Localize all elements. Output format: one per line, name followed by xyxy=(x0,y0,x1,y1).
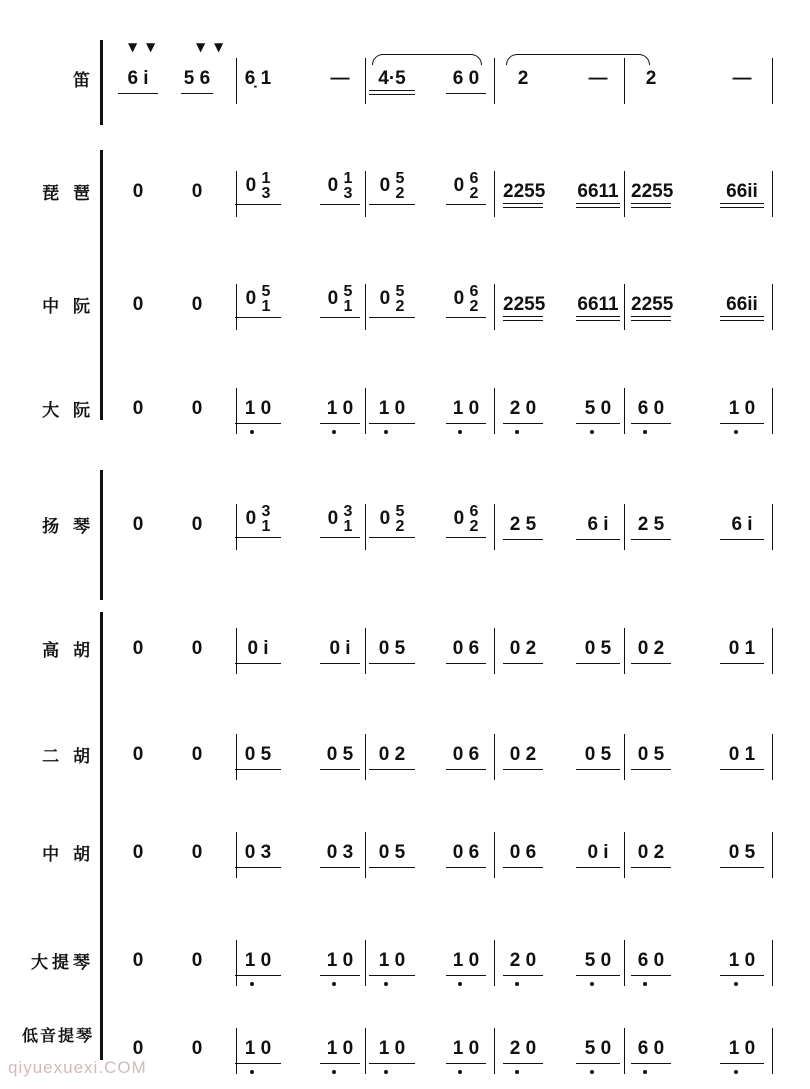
rest-digit: 0 xyxy=(245,288,262,310)
note-group: 0 5 xyxy=(576,744,620,766)
chord-lower: 1 xyxy=(343,298,353,315)
rest-digit: 0 xyxy=(327,175,344,197)
barline xyxy=(365,1028,366,1074)
instrument-name: 二 胡 xyxy=(42,747,94,767)
octave-dot xyxy=(643,1070,647,1074)
note-group: 6 i xyxy=(720,514,764,536)
barline xyxy=(365,388,366,434)
note-group: 0 1 xyxy=(720,638,764,660)
note-group: 1 0 xyxy=(720,1038,764,1060)
octave-dot xyxy=(458,982,462,986)
chord-lower: 2 xyxy=(395,518,405,535)
note-group: 0 3 xyxy=(235,842,281,864)
octave-dot xyxy=(250,982,254,986)
note-group: 66ii xyxy=(720,294,764,316)
note-group: 2 5 xyxy=(503,514,543,536)
note-group: 0 3 xyxy=(320,842,360,864)
note-group: 0 xyxy=(132,1038,144,1059)
barline xyxy=(772,628,773,674)
note-group: 0 xyxy=(132,181,144,202)
barline xyxy=(494,1028,495,1074)
barline xyxy=(772,940,773,986)
note-group: 2255 xyxy=(631,294,674,315)
note-group: 0 xyxy=(191,842,203,863)
chord-upper: 5 xyxy=(343,283,353,300)
watermark: qiyuexuexi.COM xyxy=(8,1058,147,1077)
instrument-name: 扬 琴 xyxy=(42,517,94,537)
octave-dot xyxy=(515,1070,519,1074)
chord-upper: 3 xyxy=(261,503,271,520)
barline xyxy=(236,504,237,550)
note-group: 0 xyxy=(191,950,203,971)
accent-mark: ▼ xyxy=(128,40,138,54)
note-group: 1 0 xyxy=(320,1038,360,1060)
instrument-name: 高 胡 xyxy=(42,641,94,661)
barline xyxy=(624,940,625,986)
instrument-name: 琵 琶 xyxy=(42,184,94,204)
barline xyxy=(624,171,625,217)
barline xyxy=(236,832,237,878)
chord-upper: 6 xyxy=(469,283,479,300)
rest-digit: 0 xyxy=(453,508,470,530)
note-group: 0 1 xyxy=(720,744,764,766)
barline xyxy=(236,628,237,674)
chord-lower: 3 xyxy=(343,185,353,202)
note-group: 6 0 xyxy=(631,1038,671,1060)
chord-stack xyxy=(261,504,270,534)
octave-dot xyxy=(384,982,388,986)
instrument-staff xyxy=(0,728,810,788)
chord-stack xyxy=(395,504,404,534)
note-group xyxy=(369,171,415,201)
note-group: 0 5 xyxy=(369,638,415,660)
rest-digit: 0 xyxy=(453,288,470,310)
note-group: 1 0 xyxy=(446,950,486,972)
instrument-staff xyxy=(0,826,810,886)
note-group: 5 0 xyxy=(576,398,620,420)
note-group: 0 xyxy=(191,744,203,765)
note-group: 0 xyxy=(191,1038,203,1059)
note-group: 6 0 xyxy=(631,398,671,420)
barline xyxy=(494,832,495,878)
note-group: 0 6 xyxy=(503,842,543,864)
chord-stack xyxy=(469,504,478,534)
note-group: 6611 xyxy=(577,294,619,315)
barline xyxy=(624,504,625,550)
rest-digit: 0 xyxy=(327,288,344,310)
chord-lower: 1 xyxy=(261,518,271,535)
octave-dot xyxy=(458,1070,462,1074)
barline xyxy=(772,832,773,878)
note-group: 0 xyxy=(132,950,144,971)
barline xyxy=(365,284,366,330)
note-group: 0 i xyxy=(576,842,620,864)
rest-digit: 0 xyxy=(245,175,262,197)
note-group xyxy=(235,171,281,201)
note-group: 0 xyxy=(132,744,144,765)
barline xyxy=(494,171,495,217)
chord-stack xyxy=(343,504,352,534)
octave-dot xyxy=(250,430,254,434)
chord-lower: 2 xyxy=(395,298,405,315)
rest-digit: 0 xyxy=(379,288,396,310)
barline xyxy=(772,734,773,780)
note-group: 0 5 xyxy=(720,842,764,864)
instrument-name: 大 阮 xyxy=(42,401,94,421)
note-group: 66ii xyxy=(720,181,764,203)
barline xyxy=(624,1028,625,1074)
instrument-staff xyxy=(0,498,810,558)
barline xyxy=(494,734,495,780)
note-group: 2255 xyxy=(631,181,674,202)
chord-lower: 2 xyxy=(469,185,479,202)
note-group: 2 0 xyxy=(503,950,543,972)
instrument-staff xyxy=(0,40,810,112)
chord-stack xyxy=(261,284,270,314)
barline xyxy=(494,58,495,104)
barline xyxy=(494,940,495,986)
note-group: 0 xyxy=(132,398,144,419)
accent-mark: ▼ xyxy=(214,40,224,54)
slur-arc xyxy=(506,54,650,65)
barline xyxy=(624,628,625,674)
chord-stack xyxy=(469,171,478,201)
chord-stack xyxy=(395,284,404,314)
chord-upper: 6 xyxy=(469,503,479,520)
note-group: 0 5 xyxy=(235,744,281,766)
barline xyxy=(236,1028,237,1074)
note-group: 1 0 xyxy=(446,398,486,420)
rest-digit: 0 xyxy=(379,508,396,530)
chord-upper: 6 xyxy=(469,170,479,187)
note-group: 2255 xyxy=(503,181,546,202)
octave-dot xyxy=(590,1070,594,1074)
chord-stack xyxy=(469,284,478,314)
chord-upper: 3 xyxy=(343,503,353,520)
note-group: 0 2 xyxy=(369,744,415,766)
note-group: 0 xyxy=(191,514,203,535)
instrument-name: 笛 xyxy=(73,71,94,91)
note-group: 0 xyxy=(191,398,203,419)
barline xyxy=(365,628,366,674)
note-group: 1 0 xyxy=(235,950,281,972)
note-group: 0 5 xyxy=(369,842,415,864)
note-group xyxy=(369,504,415,534)
chord-upper: 5 xyxy=(395,283,405,300)
note-group: 0 xyxy=(132,638,144,659)
octave-dot xyxy=(332,430,336,434)
note-group: 0 xyxy=(132,842,144,863)
note-group: 1 0 xyxy=(235,1038,281,1060)
octave-dot xyxy=(515,430,519,434)
barline xyxy=(772,171,773,217)
note-group: 6 0 xyxy=(631,950,671,972)
barline xyxy=(236,58,237,104)
note-group xyxy=(369,284,415,314)
note-group: 6 i xyxy=(576,514,620,536)
barline xyxy=(365,734,366,780)
note-group: — xyxy=(330,68,350,89)
note-group: 1 0 xyxy=(369,950,415,972)
note-group: 1 0 xyxy=(369,398,415,420)
note-group: 0 2 xyxy=(631,638,671,660)
note-group: — xyxy=(732,68,752,89)
chord-upper: 5 xyxy=(395,503,405,520)
chord-stack xyxy=(343,171,352,201)
barline xyxy=(772,504,773,550)
barline xyxy=(624,832,625,878)
barline xyxy=(365,504,366,550)
octave-dot xyxy=(384,1070,388,1074)
rest-digit: 0 xyxy=(245,508,262,530)
note-group: 0 5 xyxy=(320,744,360,766)
note-group: 0 2 xyxy=(631,842,671,864)
chord-lower: 1 xyxy=(343,518,353,535)
note-group: 1 0 xyxy=(235,398,281,420)
chord-stack xyxy=(395,171,404,201)
accent-mark: ▼ xyxy=(146,40,156,54)
note-group: 2 xyxy=(517,68,529,89)
note-group: — xyxy=(588,68,608,89)
octave-dot xyxy=(734,1070,738,1074)
barline xyxy=(236,388,237,434)
note-group: 4·5 xyxy=(369,68,415,90)
barline xyxy=(236,171,237,217)
rest-digit: 0 xyxy=(453,175,470,197)
instrument-name: 中 阮 xyxy=(42,297,94,317)
barline xyxy=(494,388,495,434)
octave-dot xyxy=(734,982,738,986)
rest-digit: 0 xyxy=(379,175,396,197)
note-group xyxy=(446,171,486,201)
note-group: 0 5 xyxy=(631,744,671,766)
note-group: 0 xyxy=(132,294,144,315)
note-group: 0 xyxy=(132,514,144,535)
barline xyxy=(494,284,495,330)
octave-dot xyxy=(643,982,647,986)
barline xyxy=(236,734,237,780)
barline xyxy=(772,1028,773,1074)
note-group: 5 0 xyxy=(576,1038,620,1060)
chord-lower: 3 xyxy=(261,185,271,202)
note-group xyxy=(446,284,486,314)
instrument-name: 低音提琴 xyxy=(21,1026,94,1045)
note-group: 6 0 xyxy=(446,68,486,90)
note-group: 0 2 xyxy=(503,744,543,766)
note-group: 2 0 xyxy=(503,398,543,420)
barline xyxy=(772,388,773,434)
chord-lower: 2 xyxy=(395,185,405,202)
note-group xyxy=(320,171,360,201)
note-group: 0 6 xyxy=(446,638,486,660)
note-group xyxy=(446,504,486,534)
note-group xyxy=(235,504,281,534)
barline xyxy=(236,940,237,986)
barline xyxy=(624,388,625,434)
note-group: 0 xyxy=(191,294,203,315)
note-group: 5 0 xyxy=(576,950,620,972)
chord-upper: 1 xyxy=(261,170,271,187)
note-group: 2255 xyxy=(503,294,546,315)
note-group: 1 0 xyxy=(369,1038,415,1060)
barline xyxy=(365,171,366,217)
barline xyxy=(236,284,237,330)
slur-arc xyxy=(372,54,482,65)
note-group: 0 i xyxy=(235,638,281,660)
octave-dot xyxy=(458,430,462,434)
note-group: 0 xyxy=(191,181,203,202)
note-group: 0 6 xyxy=(446,842,486,864)
octave-dot xyxy=(515,982,519,986)
note-group xyxy=(320,284,360,314)
instrument-name: 大提琴 xyxy=(31,953,94,973)
barline xyxy=(365,832,366,878)
octave-dot xyxy=(332,982,336,986)
chord-stack xyxy=(343,284,352,314)
chord-lower: 2 xyxy=(469,298,479,315)
instrument-name: 中 胡 xyxy=(42,845,94,865)
instrument-staff xyxy=(0,622,810,682)
note-group: 6̣ 1 xyxy=(244,68,272,89)
barline xyxy=(624,284,625,330)
note-group: 0 2 xyxy=(503,638,543,660)
note-group: 1 0 xyxy=(446,1038,486,1060)
instrument-staff xyxy=(0,278,810,338)
accent-mark: ▼ xyxy=(196,40,206,54)
barline xyxy=(365,940,366,986)
barline xyxy=(494,504,495,550)
octave-dot xyxy=(734,430,738,434)
note-group xyxy=(235,284,281,314)
chord-upper: 1 xyxy=(343,170,353,187)
note-group: 6 i xyxy=(118,68,158,90)
barline xyxy=(772,284,773,330)
note-group: 1 0 xyxy=(320,398,360,420)
note-group: 1 0 xyxy=(720,398,764,420)
note-group: 0 6 xyxy=(446,744,486,766)
barline xyxy=(624,734,625,780)
barline xyxy=(494,628,495,674)
instrument-staff xyxy=(0,165,810,225)
octave-dot xyxy=(332,1070,336,1074)
chord-upper: 5 xyxy=(395,170,405,187)
instrument-staff xyxy=(0,934,810,994)
note-group: 0 xyxy=(191,638,203,659)
note-group: 2 xyxy=(645,68,657,89)
octave-dot xyxy=(250,1070,254,1074)
rest-digit: 0 xyxy=(327,508,344,530)
note-group: 0 i xyxy=(320,638,360,660)
barline xyxy=(365,58,366,104)
chord-lower: 2 xyxy=(469,518,479,535)
note-group: 2 0 xyxy=(503,1038,543,1060)
note-group xyxy=(320,504,360,534)
note-group: 6611 xyxy=(577,181,619,202)
octave-dot xyxy=(590,430,594,434)
note-group: 0 5 xyxy=(576,638,620,660)
instrument-staff xyxy=(0,382,810,442)
barline xyxy=(772,58,773,104)
chord-lower: 1 xyxy=(261,298,271,315)
note-group: 2 5 xyxy=(631,514,671,536)
chord-stack xyxy=(261,171,270,201)
note-group: 5 6 xyxy=(181,68,213,90)
chord-upper: 5 xyxy=(261,283,271,300)
note-group: 1 0 xyxy=(320,950,360,972)
note-group: 1 0 xyxy=(720,950,764,972)
octave-dot xyxy=(643,430,647,434)
octave-dot xyxy=(590,982,594,986)
octave-dot xyxy=(384,430,388,434)
